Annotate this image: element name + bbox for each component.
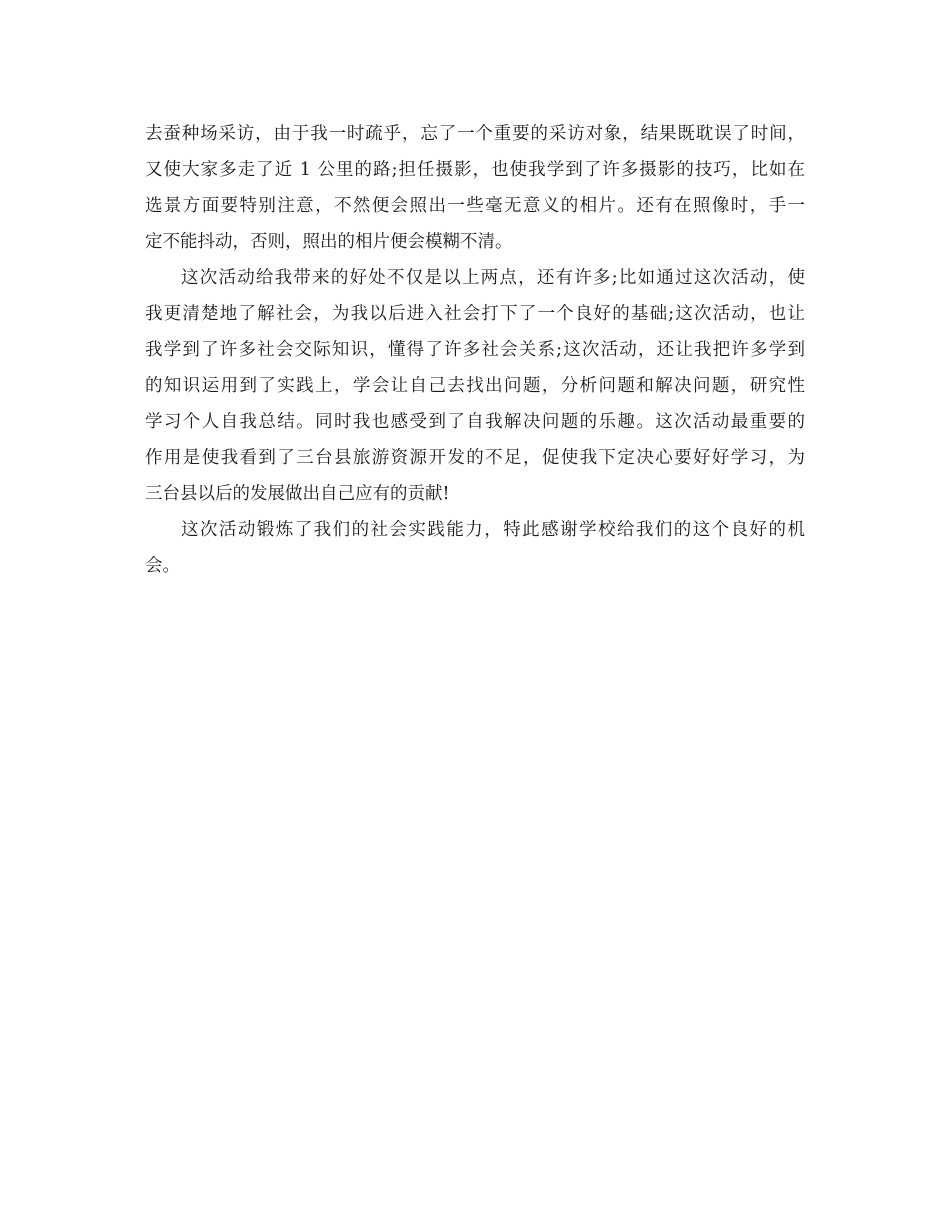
text-line: 选景方面要特别注意，不然便会照出一些毫无意义的相片。还有在照像时，手一 bbox=[145, 196, 805, 216]
text-line: 这次活动锻炼了我们的社会实践能力，特此感谢学校给我们的这个良好的机 bbox=[181, 520, 805, 540]
text-line: 又使大家多走了近 1 公里的路;担任摄影，也使我学到了许多摄影的技巧，比如在 bbox=[145, 160, 805, 180]
text-line: 去蚕种场采访，由于我一时疏乎，忘了一个重要的采访对象，结果既耽误了时间， bbox=[145, 124, 805, 144]
paragraph-2 bbox=[145, 260, 805, 512]
text-line: 三台县以后的发展做出自己应有的贡献! bbox=[145, 484, 450, 504]
text-line: 的知识运用到了实践上，学会让自己去找出问题，分析问题和解决问题，研究性 bbox=[145, 376, 805, 396]
text-line: 作用是使我看到了三台县旅游资源开发的不足，促使我下定决心要好好学习，为 bbox=[145, 448, 805, 468]
paragraph-1 bbox=[145, 116, 805, 260]
text-line: 定不能抖动，否则，照出的相片便会模糊不清。 bbox=[145, 232, 513, 252]
text-line: 学习个人自我总结。同时我也感受到了自我解决问题的乐趣。这次活动最重要的 bbox=[145, 412, 805, 432]
text-line: 会。 bbox=[145, 556, 180, 576]
document-body bbox=[145, 116, 805, 584]
text-line: 我更清楚地了解社会，为我以后进入社会打下了一个良好的基础;这次活动，也让 bbox=[145, 304, 805, 324]
text-line: 这次活动给我带来的好处不仅是以上两点，还有许多;比如通过这次活动，使 bbox=[181, 268, 805, 288]
paragraph-3 bbox=[145, 512, 805, 584]
text-line: 我学到了许多社会交际知识，懂得了许多社会关系;这次活动，还让我把许多学到 bbox=[145, 340, 805, 360]
